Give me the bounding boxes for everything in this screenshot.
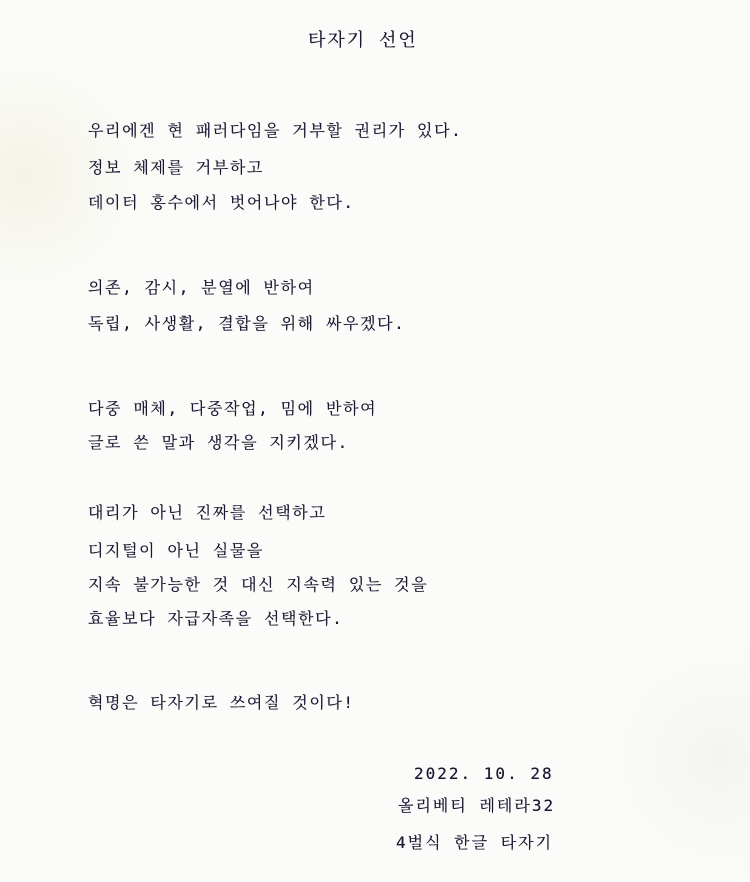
paragraph-2-line-2: 독립, 사생활, 결합을 위해 싸우겠다. <box>88 314 406 333</box>
paragraph-1-line-1: 우리에겐 현 패러다임을 거부할 권리가 있다. <box>88 121 463 140</box>
paragraph-4-line-4: 효율보다 자급자족을 선택한다. <box>88 609 344 628</box>
paragraph-1-line-3: 데이터 홍수에서 벗어나야 한다. <box>88 193 355 212</box>
paragraph-3-line-2: 글로 쓴 말과 생각을 지키겠다. <box>88 433 349 452</box>
paragraph-4-line-2: 디지털이 아닌 실물을 <box>88 541 264 560</box>
signature-model: 올리베티 레테라32 <box>398 796 556 815</box>
paragraph-4-line-3: 지속 불가능한 것 대신 지속력 있는 것을 <box>88 575 429 594</box>
paragraph-1-line-2: 정보 체제를 거부하고 <box>88 158 264 177</box>
paragraph-2-line-1: 의존, 감시, 분열에 반하여 <box>88 278 315 297</box>
paragraph-5-line-1: 혁명은 타자기로 쓰여질 것이다! <box>88 693 355 712</box>
paragraph-4-line-1: 대리가 아닌 진짜를 선택하고 <box>88 503 327 522</box>
signature-keyboard: 4벌식 한글 타자기 <box>396 833 554 852</box>
paragraph-3-line-1: 다중 매체, 다중작업, 밈에 반하여 <box>88 399 378 418</box>
signature-date: 2022. 10. 28 <box>414 764 554 783</box>
page-title: 타자기 선언 <box>308 30 418 51</box>
